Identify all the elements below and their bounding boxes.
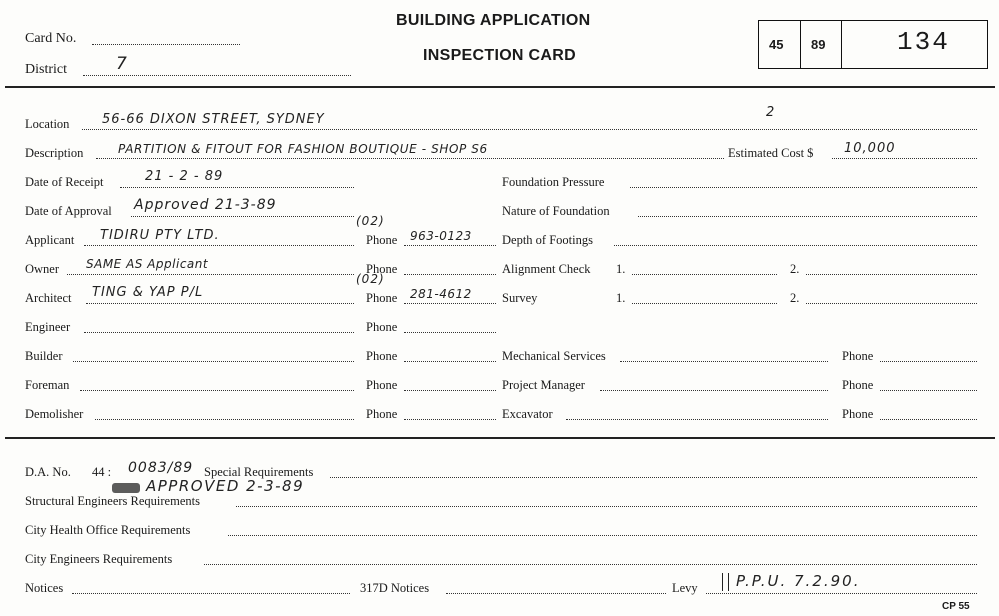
- applicant-value: TIDIRU PTY LTD.: [100, 228, 220, 243]
- excavator-label: Excavator: [502, 407, 553, 421]
- special-requirements-label: Special Requirements: [204, 465, 314, 479]
- mechanical-phone-field[interactable]: [880, 361, 977, 362]
- levy-label: Levy: [672, 581, 698, 595]
- notices-317d-field[interactable]: [446, 593, 666, 594]
- foreman-phone-label: Phone: [366, 378, 398, 392]
- demolisher-phone-field[interactable]: [404, 419, 496, 420]
- project-manager-field[interactable]: [600, 390, 828, 391]
- architect-phone-label: Phone: [366, 291, 398, 305]
- structural-label: Structural Engineers Requirements: [25, 494, 200, 508]
- foundation-pressure-label: Foundation Pressure: [502, 175, 605, 189]
- date-approval-label: Date of Approval: [25, 204, 112, 218]
- levy-value: P.P.U. 7.2.90.: [736, 572, 861, 590]
- alignment-1-label: 1.: [616, 262, 626, 276]
- location-label: Location: [25, 117, 70, 131]
- applicant-area-code: (02): [356, 214, 385, 228]
- nature-foundation-label: Nature of Foundation: [502, 204, 610, 218]
- card-number: 134: [897, 27, 950, 57]
- city-engineers-label: City Engineers Requirements: [25, 552, 173, 566]
- da-value: 0083/89: [128, 460, 194, 476]
- architect-value: TING & YAP P/L: [92, 285, 204, 300]
- location-field[interactable]: [82, 129, 977, 130]
- demolisher-label: Demolisher: [25, 407, 84, 421]
- notices-label: Notices: [25, 581, 64, 595]
- owner-phone-label: Phone: [366, 262, 398, 276]
- survey-2-field[interactable]: [806, 303, 977, 304]
- city-health-label: City Health Office Requirements: [25, 523, 191, 537]
- owner-phone-field[interactable]: [404, 274, 496, 275]
- notices-317d-label: 317D Notices: [360, 581, 430, 595]
- location-value: 56-66 DIXON STREET, SYDNEY: [102, 112, 325, 127]
- scribble-mark: [112, 483, 140, 493]
- estimated-cost-label: Estimated Cost $: [728, 146, 814, 160]
- project-manager-phone-field[interactable]: [880, 390, 977, 391]
- architect-label: Architect: [25, 291, 72, 305]
- survey-1-field[interactable]: [632, 303, 777, 304]
- architect-phone-field[interactable]: [404, 303, 496, 304]
- description-field[interactable]: [96, 158, 724, 159]
- structural-field[interactable]: [236, 506, 977, 507]
- card-number-box: [758, 20, 988, 69]
- card-title-line1: BUILDING APPLICATION: [396, 12, 591, 29]
- foreman-label: Foreman: [25, 378, 70, 392]
- owner-field[interactable]: [67, 274, 354, 275]
- builder-phone-label: Phone: [366, 349, 398, 363]
- estimated-cost-value: 10,000: [844, 141, 896, 156]
- city-engineers-field[interactable]: [204, 564, 977, 565]
- architect-area-code: (02): [356, 272, 385, 286]
- applicant-field[interactable]: [84, 245, 354, 246]
- applicant-label: Applicant: [25, 233, 75, 247]
- levy-tick-2: [728, 573, 729, 591]
- depth-footings-label: Depth of Footings: [502, 233, 593, 247]
- box-divider-1: [800, 21, 801, 68]
- nature-foundation-field[interactable]: [638, 216, 977, 217]
- notices-field[interactable]: [72, 593, 350, 594]
- engineer-field[interactable]: [84, 332, 354, 333]
- district-value: 7: [116, 54, 128, 74]
- applicant-phone-label: Phone: [366, 233, 398, 247]
- top-divider: [5, 86, 995, 88]
- excavator-phone-label: Phone: [842, 407, 874, 421]
- card-no-label: Card No.: [25, 31, 77, 46]
- date-receipt-label: Date of Receipt: [25, 175, 104, 189]
- foreman-field[interactable]: [80, 390, 354, 391]
- builder-label: Builder: [25, 349, 63, 363]
- box-89: 89: [811, 37, 826, 52]
- location-mark: 2: [766, 105, 776, 120]
- levy-tick-1: [722, 573, 723, 591]
- engineer-phone-label: Phone: [366, 320, 398, 334]
- foundation-pressure-field[interactable]: [630, 187, 977, 188]
- survey-1-label: 1.: [616, 291, 626, 305]
- box-divider-2: [841, 21, 842, 68]
- excavator-phone-field[interactable]: [880, 419, 977, 420]
- engineer-phone-field[interactable]: [404, 332, 496, 333]
- engineer-label: Engineer: [25, 320, 71, 334]
- da-label: D.A. No.: [25, 465, 71, 479]
- foreman-phone-field[interactable]: [404, 390, 496, 391]
- description-label: Description: [25, 146, 84, 160]
- district-label: District: [25, 62, 67, 77]
- architect-phone-value: 281-4612: [410, 287, 472, 301]
- structural-value: APPROVED 2-3-89: [146, 477, 305, 495]
- alignment-2-field[interactable]: [806, 274, 977, 275]
- date-receipt-value: 21 - 2 - 89: [145, 169, 224, 184]
- alignment-1-field[interactable]: [632, 274, 777, 275]
- description-value: PARTITION & FITOUT FOR FASHION BOUTIQUE - SHOP S6: [118, 142, 488, 156]
- district-field[interactable]: [83, 75, 351, 76]
- depth-footings-field[interactable]: [614, 245, 977, 246]
- mechanical-field[interactable]: [620, 361, 828, 362]
- levy-field[interactable]: [706, 593, 977, 594]
- date-approval-value: Approved 21-3-89: [134, 197, 277, 213]
- owner-value: SAME AS Applicant: [86, 257, 209, 271]
- city-health-field[interactable]: [228, 535, 977, 536]
- special-requirements-field[interactable]: [330, 477, 977, 478]
- project-manager-phone-label: Phone: [842, 378, 874, 392]
- demolisher-field[interactable]: [95, 419, 354, 420]
- form-code: CP 55: [942, 601, 970, 612]
- project-manager-label: Project Manager: [502, 378, 585, 392]
- mechanical-phone-label: Phone: [842, 349, 874, 363]
- estimated-cost-field[interactable]: [832, 158, 977, 159]
- box-45: 45: [769, 37, 784, 52]
- applicant-phone-value: 963-0123: [410, 229, 472, 243]
- middle-divider: [5, 437, 995, 439]
- alignment-check-label: Alignment Check: [502, 262, 591, 276]
- applicant-phone-field[interactable]: [404, 245, 496, 246]
- builder-field[interactable]: [73, 361, 354, 362]
- survey-label: Survey: [502, 291, 538, 305]
- card-title-line2: INSPECTION CARD: [423, 47, 576, 64]
- da-prefix: 44 :: [92, 465, 112, 479]
- alignment-2-label: 2.: [790, 262, 800, 276]
- architect-field[interactable]: [86, 303, 354, 304]
- mechanical-label: Mechanical Services: [502, 349, 606, 363]
- builder-phone-field[interactable]: [404, 361, 496, 362]
- card-no-field[interactable]: [92, 44, 240, 45]
- owner-label: Owner: [25, 262, 60, 276]
- excavator-field[interactable]: [566, 419, 828, 420]
- date-approval-field[interactable]: [131, 216, 354, 217]
- demolisher-phone-label: Phone: [366, 407, 398, 421]
- date-receipt-field[interactable]: [120, 187, 354, 188]
- survey-2-label: 2.: [790, 291, 800, 305]
